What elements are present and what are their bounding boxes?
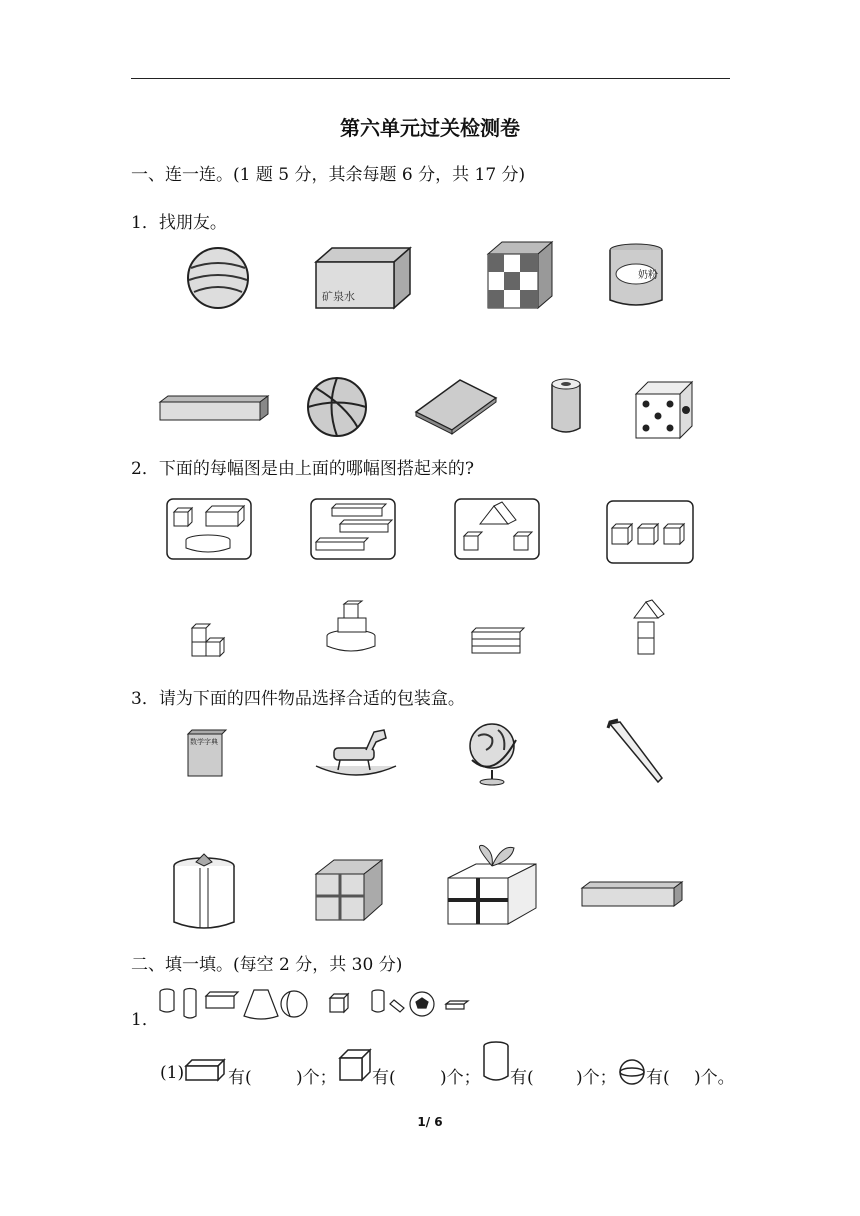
stacked-cubes-icon [190,620,230,658]
water-box-label: 矿泉水 [322,290,355,303]
part-1-prefix: (1) [160,1063,185,1083]
volleyball-icon [306,376,368,438]
milk-powder-can-icon [608,242,664,308]
checkered-cube-icon [486,240,554,310]
globe-icon [464,720,524,786]
sphere-unit: )个。 [694,1068,735,1088]
cuboid-unit: )个； [296,1068,337,1088]
house-shape-icon [632,600,668,658]
rocking-horse-icon [314,724,398,780]
question-2: 2．下面的每幅图是由上面的哪幅图搭起来的? [131,459,474,479]
ball-icon [186,246,250,310]
book-label: 数学字典 [190,738,218,746]
roll-icon [550,378,582,436]
cube-has-label: 有( [372,1068,396,1088]
question-1: 1．找朋友。 [131,213,227,233]
top-rule [131,78,730,79]
can-label: 奶粉 [638,270,658,281]
shape-collection-icon [158,988,472,1022]
stacked-bars-icon [470,624,526,656]
cylinder-gift-box-icon [170,850,238,932]
dictionary-icon [186,728,226,778]
fill-question-1-number: 1． [131,1010,159,1030]
frame-cube-box-cylinder-icon [166,498,252,560]
dice-icon [634,380,694,438]
cube-gift-box-icon [314,854,384,924]
question-3: 3．请为下面的四件物品选择合适的包装盒。 [131,689,465,709]
cuboid-icon [184,1058,226,1082]
section1-heading: 一、连一连。(1 题 5 分，其余每题 6 分，共 17 分) [131,165,526,185]
cube-icon [338,1048,372,1082]
frame-three-cubes-icon [606,500,694,564]
tower-on-cylinder-icon [324,600,378,658]
water-box-icon [312,246,412,310]
cylinder-unit: )个； [576,1068,617,1088]
bow-gift-box-icon [446,842,538,926]
long-box-icon [158,394,270,422]
cube-unit: )个； [440,1068,481,1088]
page-title: 第六单元过关检测卷 [340,116,520,140]
book-box-icon [414,378,498,434]
sphere-has-label: 有( [646,1068,670,1088]
long-gift-box-icon [580,880,684,908]
frame-prism-cubes-icon [454,498,540,560]
cylinder-has-label: 有( [510,1068,534,1088]
toothbrush-icon [604,720,664,782]
sphere-icon [618,1058,646,1086]
frame-bars-icon [310,498,396,560]
cylinder-icon [482,1040,510,1084]
page-number: 1/ 6 [417,1115,443,1129]
cuboid-has-label: 有( [228,1068,252,1088]
section2-heading: 二、填一填。(每空 2 分，共 30 分) [131,955,403,975]
